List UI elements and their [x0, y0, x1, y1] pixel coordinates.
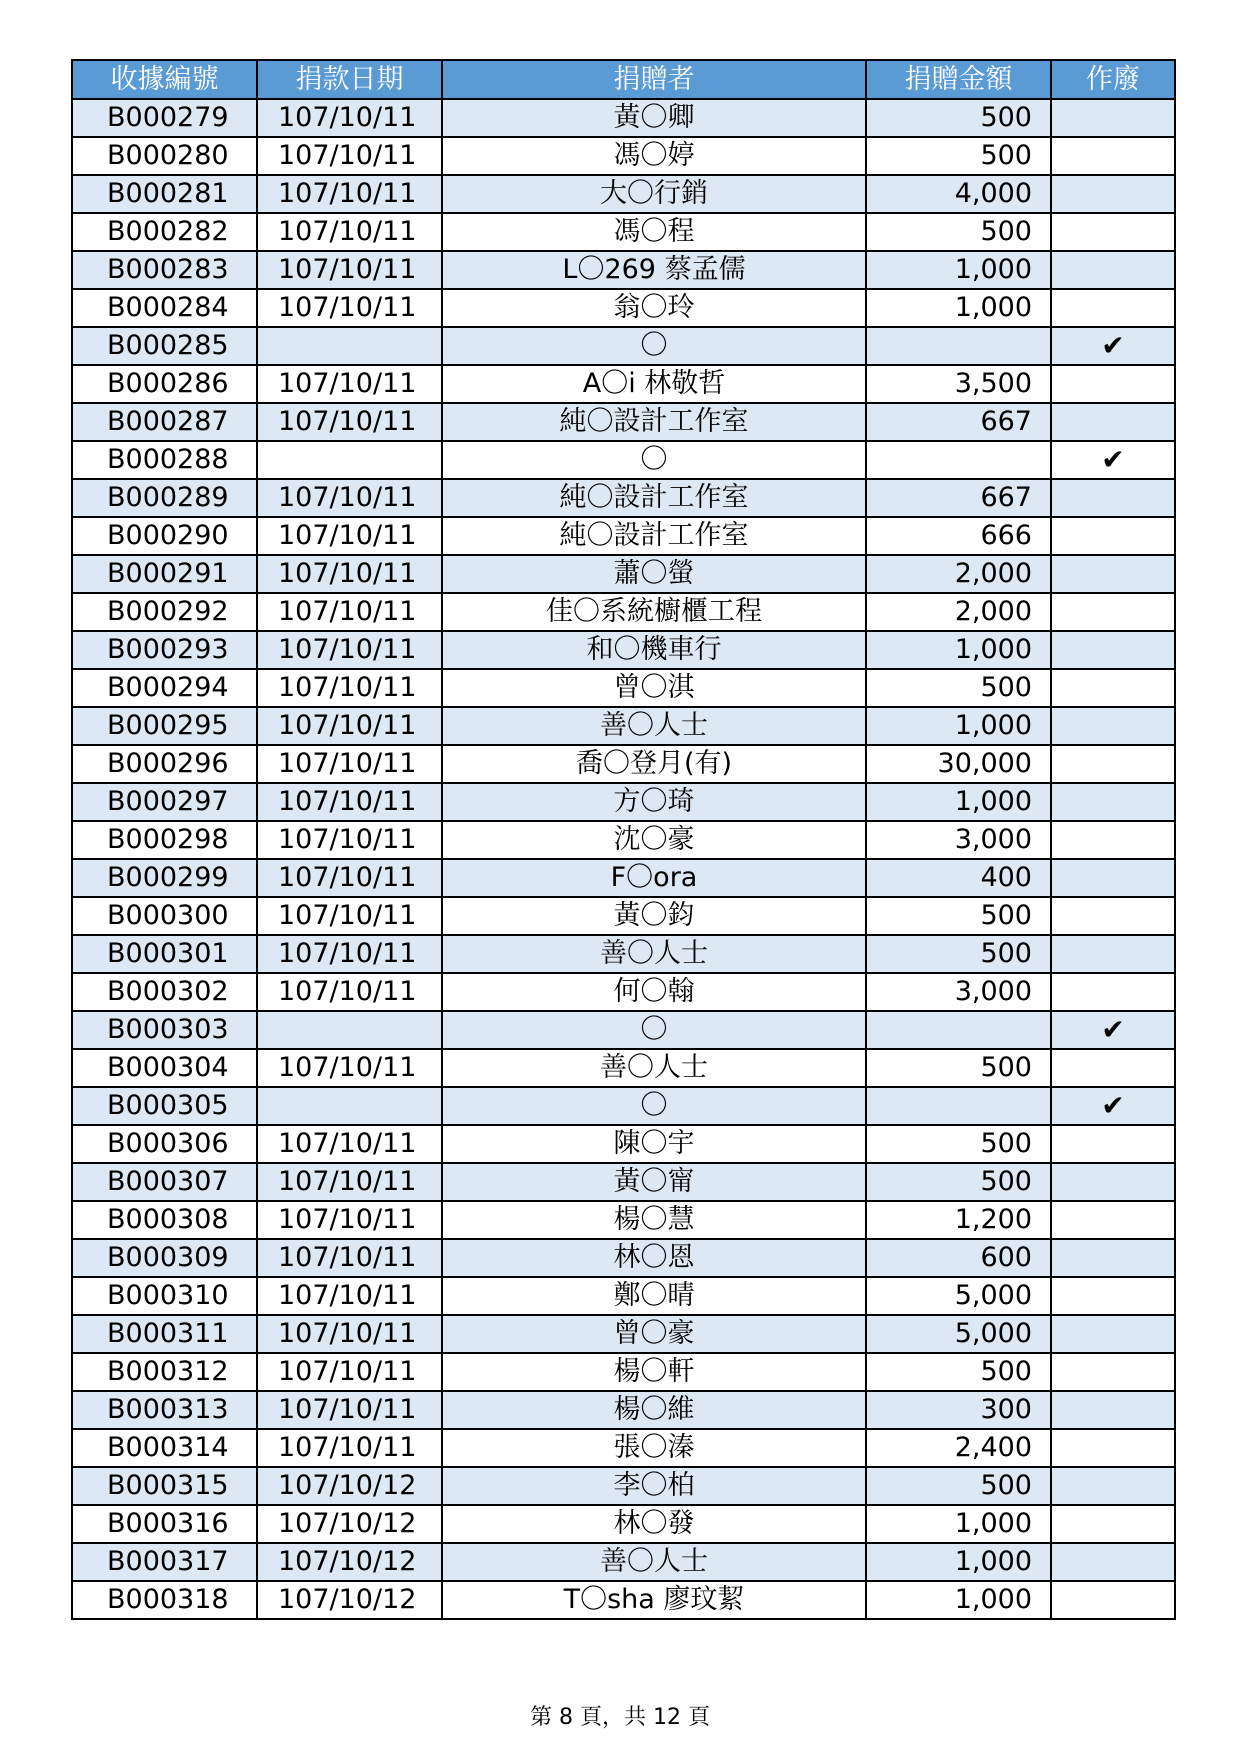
amount-cell: 2,400	[866, 1429, 1051, 1467]
void-mark-cell	[1051, 1125, 1175, 1163]
void-mark-cell	[1051, 745, 1175, 783]
receipt-number-cell: B000299	[72, 859, 257, 897]
receipt-number-cell: B000283	[72, 251, 257, 289]
table-row	[72, 821, 1175, 859]
header-void: 作廢	[1051, 60, 1175, 99]
amount-cell: 300	[866, 1391, 1051, 1429]
donation-receipt-table-container	[71, 59, 1174, 1620]
donor-cell: 沈〇豪	[442, 821, 866, 859]
donation-date-cell: 107/10/11	[257, 555, 442, 593]
table-row	[72, 669, 1175, 707]
amount-cell: 500	[866, 1163, 1051, 1201]
donor-cell: 林〇發	[442, 1505, 866, 1543]
void-mark-cell	[1051, 1505, 1175, 1543]
void-mark-cell	[1051, 251, 1175, 289]
amount-cell: 5,000	[866, 1277, 1051, 1315]
receipt-number-cell: B000279	[72, 99, 257, 137]
void-mark-cell	[1051, 859, 1175, 897]
donation-date-cell: 107/10/12	[257, 1505, 442, 1543]
donation-date-cell: 107/10/11	[257, 1125, 442, 1163]
donor-cell: 鄭〇晴	[442, 1277, 866, 1315]
donor-cell: 楊〇慧	[442, 1201, 866, 1239]
table-row	[72, 1581, 1175, 1619]
donor-cell: F〇ora	[442, 859, 866, 897]
receipt-number-cell: B000293	[72, 631, 257, 669]
table-row	[72, 745, 1175, 783]
donation-date-cell: 107/10/11	[257, 251, 442, 289]
donor-cell: 何〇翰	[442, 973, 866, 1011]
void-mark-cell: ✔	[1051, 327, 1175, 365]
table-row	[72, 897, 1175, 935]
amount-cell: 3,000	[866, 973, 1051, 1011]
donation-date-cell: 107/10/12	[257, 1467, 442, 1505]
receipt-number-cell: B000311	[72, 1315, 257, 1353]
void-mark-cell	[1051, 1163, 1175, 1201]
table-row	[72, 1391, 1175, 1429]
void-mark-cell	[1051, 517, 1175, 555]
amount-cell: 1,200	[866, 1201, 1051, 1239]
donor-cell: 張〇溱	[442, 1429, 866, 1467]
donation-date-cell	[257, 1087, 442, 1125]
page-footer: 第 8 頁，共 12 頁	[530, 1705, 710, 1730]
receipt-number-cell: B000286	[72, 365, 257, 403]
donor-cell: 方〇琦	[442, 783, 866, 821]
receipt-number-cell: B000281	[72, 175, 257, 213]
void-mark-cell	[1051, 1543, 1175, 1581]
donation-date-cell: 107/10/11	[257, 1239, 442, 1277]
donor-cell: 和〇機車行	[442, 631, 866, 669]
receipt-number-cell: B000306	[72, 1125, 257, 1163]
donation-date-cell: 107/10/11	[257, 99, 442, 137]
amount-cell: 500	[866, 897, 1051, 935]
amount-cell: 30,000	[866, 745, 1051, 783]
donation-date-cell: 107/10/11	[257, 593, 442, 631]
donor-cell: 楊〇維	[442, 1391, 866, 1429]
table-row	[72, 441, 1175, 479]
receipt-number-cell: B000300	[72, 897, 257, 935]
table-row	[72, 1049, 1175, 1087]
table-row	[72, 327, 1175, 365]
receipt-number-cell: B000298	[72, 821, 257, 859]
donor-cell: 黃〇甯	[442, 1163, 866, 1201]
void-mark-cell: ✔	[1051, 441, 1175, 479]
amount-cell	[866, 1011, 1051, 1049]
donor-cell: 蕭〇螢	[442, 555, 866, 593]
donation-date-cell: 107/10/11	[257, 973, 442, 1011]
donor-cell: 黃〇鈞	[442, 897, 866, 935]
donation-date-cell: 107/10/11	[257, 517, 442, 555]
void-mark-cell	[1051, 783, 1175, 821]
table-row	[72, 973, 1175, 1011]
amount-cell: 3,000	[866, 821, 1051, 859]
donation-date-cell: 107/10/11	[257, 1201, 442, 1239]
table-row	[72, 99, 1175, 137]
receipt-number-cell: B000290	[72, 517, 257, 555]
table-row	[72, 1505, 1175, 1543]
donation-date-cell: 107/10/11	[257, 935, 442, 973]
donation-date-cell: 107/10/11	[257, 289, 442, 327]
donation-date-cell: 107/10/11	[257, 631, 442, 669]
donor-cell: 〇	[442, 1011, 866, 1049]
amount-cell: 4,000	[866, 175, 1051, 213]
amount-cell: 500	[866, 1467, 1051, 1505]
receipt-number-cell: B000291	[72, 555, 257, 593]
void-mark-cell	[1051, 1467, 1175, 1505]
donation-date-cell	[257, 1011, 442, 1049]
donation-date-cell: 107/10/11	[257, 859, 442, 897]
donor-cell: 陳〇宇	[442, 1125, 866, 1163]
amount-cell: 1,000	[866, 289, 1051, 327]
receipt-number-cell: B000315	[72, 1467, 257, 1505]
table-row	[72, 289, 1175, 327]
donation-date-cell: 107/10/12	[257, 1543, 442, 1581]
amount-cell: 500	[866, 1125, 1051, 1163]
receipt-number-cell: B000303	[72, 1011, 257, 1049]
table-row	[72, 593, 1175, 631]
void-mark-cell	[1051, 1315, 1175, 1353]
void-mark-cell	[1051, 1201, 1175, 1239]
donor-cell: 馮〇程	[442, 213, 866, 251]
amount-cell: 500	[866, 137, 1051, 175]
table-row	[72, 555, 1175, 593]
donor-cell: 林〇恩	[442, 1239, 866, 1277]
table-row	[72, 783, 1175, 821]
void-mark-cell	[1051, 707, 1175, 745]
donor-cell: 純〇設計工作室	[442, 403, 866, 441]
table-row	[72, 251, 1175, 289]
donor-cell: 翁〇玲	[442, 289, 866, 327]
receipt-number-cell: B000297	[72, 783, 257, 821]
table-row	[72, 517, 1175, 555]
donor-cell: 大〇行銷	[442, 175, 866, 213]
receipt-number-cell: B000308	[72, 1201, 257, 1239]
donor-cell: 馮〇婷	[442, 137, 866, 175]
receipt-number-cell: B000317	[72, 1543, 257, 1581]
donor-cell: 善〇人士	[442, 707, 866, 745]
donor-cell: 〇	[442, 441, 866, 479]
void-mark-cell	[1051, 289, 1175, 327]
donor-cell: L〇269 蔡孟儒	[442, 251, 866, 289]
donor-cell: 曾〇豪	[442, 1315, 866, 1353]
void-mark-cell: ✔	[1051, 1087, 1175, 1125]
void-mark-cell	[1051, 1429, 1175, 1467]
void-mark-cell	[1051, 593, 1175, 631]
amount-cell	[866, 441, 1051, 479]
amount-cell: 500	[866, 213, 1051, 251]
donor-cell: 〇	[442, 327, 866, 365]
void-mark-cell	[1051, 1277, 1175, 1315]
header-donation-date: 捐款日期	[257, 60, 442, 99]
receipt-number-cell: B000280	[72, 137, 257, 175]
donor-cell: 〇	[442, 1087, 866, 1125]
table-header-row	[72, 60, 1175, 99]
donation-date-cell	[257, 327, 442, 365]
void-mark-cell	[1051, 1049, 1175, 1087]
receipt-number-cell: B000313	[72, 1391, 257, 1429]
void-mark-cell	[1051, 631, 1175, 669]
void-mark-cell	[1051, 1391, 1175, 1429]
donation-date-cell: 107/10/11	[257, 669, 442, 707]
donation-date-cell: 107/10/11	[257, 175, 442, 213]
donation-date-cell: 107/10/11	[257, 1277, 442, 1315]
donor-cell: T〇sha 廖玟絜	[442, 1581, 866, 1619]
donation-date-cell: 107/10/11	[257, 1163, 442, 1201]
donor-cell: 喬〇登月(有)	[442, 745, 866, 783]
donor-cell: 善〇人士	[442, 1049, 866, 1087]
void-mark-cell: ✔	[1051, 1011, 1175, 1049]
donation-date-cell: 107/10/11	[257, 783, 442, 821]
amount-cell: 600	[866, 1239, 1051, 1277]
amount-cell: 1,000	[866, 707, 1051, 745]
header-receipt-number: 收據編號	[72, 60, 257, 99]
void-mark-cell	[1051, 213, 1175, 251]
donation-date-cell	[257, 441, 442, 479]
receipt-number-cell: B000287	[72, 403, 257, 441]
table-row	[72, 631, 1175, 669]
donation-date-cell: 107/10/11	[257, 137, 442, 175]
table-row	[72, 1315, 1175, 1353]
donation-date-cell: 107/10/11	[257, 213, 442, 251]
table-row	[72, 935, 1175, 973]
donor-cell: 黃〇卿	[442, 99, 866, 137]
amount-cell: 500	[866, 1049, 1051, 1087]
table-row	[72, 479, 1175, 517]
void-mark-cell	[1051, 1239, 1175, 1277]
void-mark-cell	[1051, 99, 1175, 137]
receipt-number-cell: B000314	[72, 1429, 257, 1467]
table-row	[72, 1239, 1175, 1277]
header-donation-amount: 捐贈金額	[866, 60, 1051, 99]
void-mark-cell	[1051, 1353, 1175, 1391]
donation-date-cell: 107/10/11	[257, 1315, 442, 1353]
receipt-number-cell: B000282	[72, 213, 257, 251]
amount-cell: 667	[866, 479, 1051, 517]
receipt-number-cell: B000294	[72, 669, 257, 707]
amount-cell: 500	[866, 99, 1051, 137]
table-row	[72, 137, 1175, 175]
donation-date-cell: 107/10/12	[257, 1581, 442, 1619]
amount-cell: 2,000	[866, 555, 1051, 593]
void-mark-cell	[1051, 897, 1175, 935]
amount-cell	[866, 327, 1051, 365]
donation-date-cell: 107/10/11	[257, 1353, 442, 1391]
donor-cell: 李〇柏	[442, 1467, 866, 1505]
table-row	[72, 1125, 1175, 1163]
amount-cell: 2,000	[866, 593, 1051, 631]
amount-cell: 1,000	[866, 1581, 1051, 1619]
amount-cell: 400	[866, 859, 1051, 897]
donor-cell: 曾〇淇	[442, 669, 866, 707]
table-row	[72, 1543, 1175, 1581]
void-mark-cell	[1051, 973, 1175, 1011]
table-row	[72, 175, 1175, 213]
table-row	[72, 1087, 1175, 1125]
receipt-number-cell: B000310	[72, 1277, 257, 1315]
receipt-number-cell: B000307	[72, 1163, 257, 1201]
donor-cell: 善〇人士	[442, 1543, 866, 1581]
donation-date-cell: 107/10/11	[257, 403, 442, 441]
receipt-number-cell: B000305	[72, 1087, 257, 1125]
donation-date-cell: 107/10/11	[257, 821, 442, 859]
amount-cell: 1,000	[866, 783, 1051, 821]
void-mark-cell	[1051, 935, 1175, 973]
receipt-number-cell: B000296	[72, 745, 257, 783]
void-mark-cell	[1051, 175, 1175, 213]
void-mark-cell	[1051, 1581, 1175, 1619]
receipt-number-cell: B000301	[72, 935, 257, 973]
table-body	[72, 99, 1175, 1619]
table-row	[72, 1353, 1175, 1391]
donor-cell: 善〇人士	[442, 935, 866, 973]
donation-date-cell: 107/10/11	[257, 1049, 442, 1087]
amount-cell: 5,000	[866, 1315, 1051, 1353]
receipt-number-cell: B000292	[72, 593, 257, 631]
donor-cell: 楊〇軒	[442, 1353, 866, 1391]
table-row	[72, 213, 1175, 251]
donor-cell: 純〇設計工作室	[442, 479, 866, 517]
receipt-number-cell: B000302	[72, 973, 257, 1011]
table-row	[72, 1201, 1175, 1239]
receipt-number-cell: B000288	[72, 441, 257, 479]
table-row	[72, 1467, 1175, 1505]
header-donor: 捐贈者	[442, 60, 866, 99]
donation-date-cell: 107/10/11	[257, 745, 442, 783]
amount-cell: 500	[866, 669, 1051, 707]
amount-cell: 1,000	[866, 1505, 1051, 1543]
amount-cell: 1,000	[866, 1543, 1051, 1581]
donation-date-cell: 107/10/11	[257, 897, 442, 935]
donation-receipt-table	[71, 59, 1176, 1620]
table-row	[72, 859, 1175, 897]
receipt-number-cell: B000318	[72, 1581, 257, 1619]
receipt-number-cell: B000284	[72, 289, 257, 327]
amount-cell: 3,500	[866, 365, 1051, 403]
void-mark-cell	[1051, 669, 1175, 707]
amount-cell: 667	[866, 403, 1051, 441]
donor-cell: A〇i 林敬哲	[442, 365, 866, 403]
receipt-number-cell: B000304	[72, 1049, 257, 1087]
donation-date-cell: 107/10/11	[257, 479, 442, 517]
table-row	[72, 1011, 1175, 1049]
amount-cell: 666	[866, 517, 1051, 555]
void-mark-cell	[1051, 403, 1175, 441]
receipt-number-cell: B000312	[72, 1353, 257, 1391]
table-row	[72, 707, 1175, 745]
table-row	[72, 1277, 1175, 1315]
void-mark-cell	[1051, 479, 1175, 517]
void-mark-cell	[1051, 821, 1175, 859]
donor-cell: 純〇設計工作室	[442, 517, 866, 555]
amount-cell	[866, 1087, 1051, 1125]
table-row	[72, 1163, 1175, 1201]
receipt-number-cell: B000316	[72, 1505, 257, 1543]
receipt-number-cell: B000295	[72, 707, 257, 745]
table-row	[72, 1429, 1175, 1467]
receipt-number-cell: B000285	[72, 327, 257, 365]
donation-date-cell: 107/10/11	[257, 707, 442, 745]
receipt-number-cell: B000289	[72, 479, 257, 517]
void-mark-cell	[1051, 555, 1175, 593]
table-row	[72, 403, 1175, 441]
void-mark-cell	[1051, 365, 1175, 403]
donation-date-cell: 107/10/11	[257, 1391, 442, 1429]
donor-cell: 佳〇系統櫥櫃工程	[442, 593, 866, 631]
donation-date-cell: 107/10/11	[257, 365, 442, 403]
donation-date-cell: 107/10/11	[257, 1429, 442, 1467]
receipt-number-cell: B000309	[72, 1239, 257, 1277]
table-row	[72, 365, 1175, 403]
amount-cell: 1,000	[866, 631, 1051, 669]
amount-cell: 500	[866, 1353, 1051, 1391]
void-mark-cell	[1051, 137, 1175, 175]
amount-cell: 500	[866, 935, 1051, 973]
amount-cell: 1,000	[866, 251, 1051, 289]
